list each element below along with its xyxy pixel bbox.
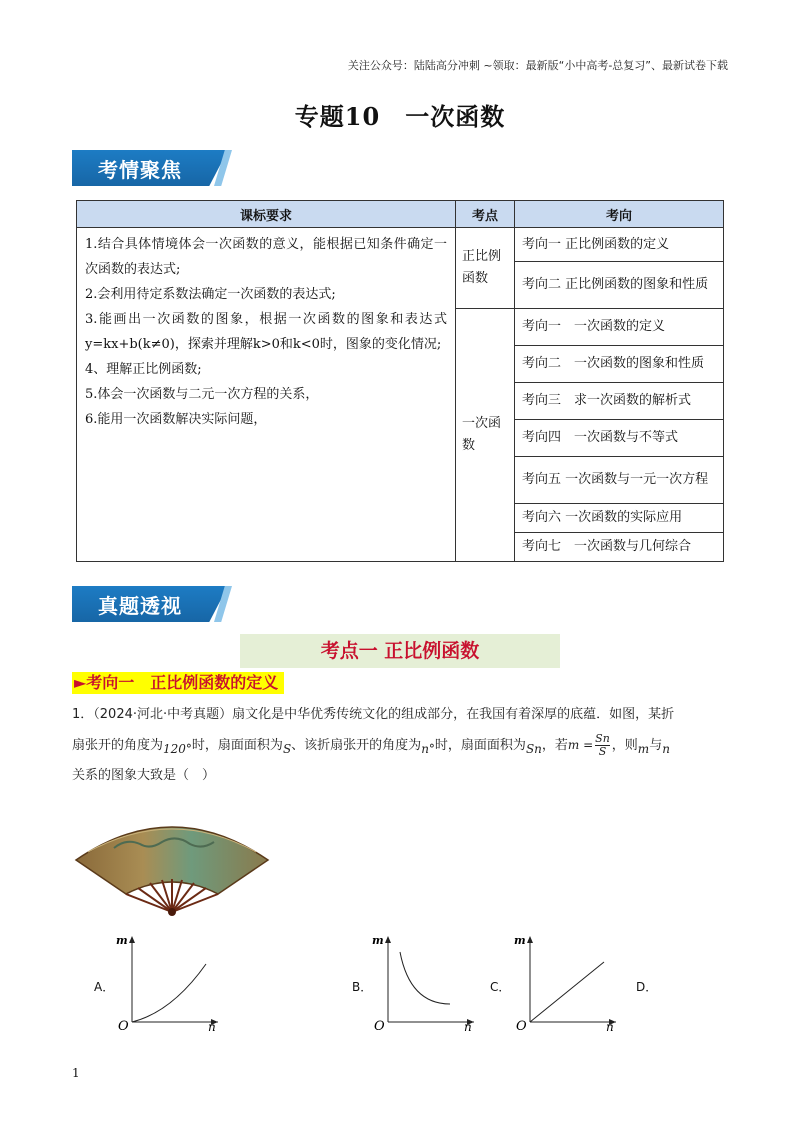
graph-option-b [366, 932, 476, 1032]
option-d-label[interactable]: D． [636, 980, 658, 994]
table-header: 考向 [515, 201, 724, 228]
x-axis-label: n [606, 1020, 614, 1032]
point-name: 一次函数 [456, 309, 515, 562]
x-axis-label: n [464, 1020, 472, 1032]
direction-item: 考向七 一次函数与几何综合 [515, 533, 724, 562]
math-m: m [637, 742, 650, 756]
y-axis-arrow-icon [527, 936, 533, 943]
requirements-cell [77, 228, 456, 562]
option-b-label[interactable]: B． [352, 980, 373, 994]
requirement-item: 4、理解正比例函数; [85, 362, 202, 377]
origin-label: O [374, 1019, 385, 1032]
y-axis-arrow-icon [385, 936, 391, 943]
section-banner-label: 考情聚焦 [98, 158, 182, 182]
point-name: 正比例函数 [456, 228, 515, 309]
math-fraction [595, 733, 610, 758]
direction-item: 考向四 一次函数与不等式 [515, 420, 724, 457]
requirement-item: 5.体会一次函数与二元一次方程的关系， [85, 387, 319, 402]
section-banner-label: 真题透视 [98, 594, 182, 618]
requirement-item: 3.能画出一次函数的图象，根据一次函数的图象和表达式y=kx+b(k≠0)，探索并理解k>0和k<0时，图象的变化情况; [85, 312, 447, 352]
page-number: 1 [72, 1066, 80, 1080]
origin-label: O [516, 1019, 527, 1032]
direction-item: 考向五 一次函数与一元一次方程 [515, 457, 724, 504]
curriculum-table [76, 200, 724, 562]
header-note: 关注公众号：陆陆高分冲刺 ~领取：最新版“小中高考-总复习”、最新试卷下载 [347, 59, 728, 72]
math-S: S [282, 742, 292, 756]
sub-heading: ►考向一 正比例函数的定义 [72, 672, 284, 694]
direction-item: 考向一 一次函数的定义 [515, 309, 724, 346]
table-header-row [77, 201, 724, 228]
math-n-degree: n° [421, 742, 435, 756]
section-banner-past-papers [72, 582, 232, 624]
point-title: 考点一 正比例函数 [240, 634, 560, 668]
direction-item: 考向二 正比例函数的图象和性质 [515, 262, 724, 309]
y-axis-label: m [514, 934, 526, 947]
line-through-origin [530, 962, 604, 1022]
math-Sn: Sn [525, 742, 542, 756]
curve-increasing-convex [132, 964, 206, 1022]
page-title: 专题10 一次函数 [294, 102, 506, 131]
math-fraction-numerator: Sn [595, 732, 610, 745]
direction-item: 考向三 求一次函数的解析式 [515, 383, 724, 420]
direction-item: 考向二 一次函数的图象和性质 [515, 346, 724, 383]
origin-label: O [118, 1019, 129, 1032]
option-c-label[interactable]: C． [490, 980, 511, 994]
graph-option-c [508, 932, 618, 1032]
math-m-equals: m = [567, 738, 594, 752]
x-axis-label: n [208, 1020, 216, 1032]
y-axis-arrow-icon [129, 936, 135, 943]
folding-fan-image [74, 808, 270, 920]
question-line: 1．（2024·河北·中考真题）扇文化是中华优秀传统文化的组成部分，在我国有着深厚的底蕴．如图，某折 [72, 707, 675, 722]
requirement-item: 2.会利用待定系数法确定一次函数的表达式; [85, 287, 336, 302]
requirement-item: 6.能用一次函数解决实际问题， [85, 412, 267, 427]
question-line: 扇张开的角度为120°时，扇面面积为S、该折扇张开的角度为n°时，扇面面积为Sn，若m = $\frac{Sn}{S}$ ，则m与n [72, 732, 670, 758]
math-120: 120° [163, 742, 192, 756]
table-header: 课标要求 [77, 201, 456, 228]
graph-option-a [110, 932, 220, 1032]
math-n: n [662, 742, 670, 756]
curve-decreasing [400, 952, 450, 1004]
question-1 [72, 700, 728, 791]
section-banner-exam-focus [72, 146, 232, 188]
direction-item: 考向一 正比例函数的定义 [515, 228, 724, 262]
direction-item: 考向六 一次函数的实际应用 [515, 504, 724, 533]
table-header: 考点 [456, 201, 515, 228]
requirement-item: 1.结合具体情境体会一次函数的意义，能根据已知条件确定一次函数的表达式; [85, 237, 447, 277]
y-axis-label: m [116, 934, 128, 947]
math-fraction-denominator: S [598, 745, 607, 758]
question-line: 关系的图象大致是（ ） [72, 768, 216, 783]
option-a-label[interactable]: A． [94, 980, 115, 994]
y-axis-label: m [372, 934, 384, 947]
